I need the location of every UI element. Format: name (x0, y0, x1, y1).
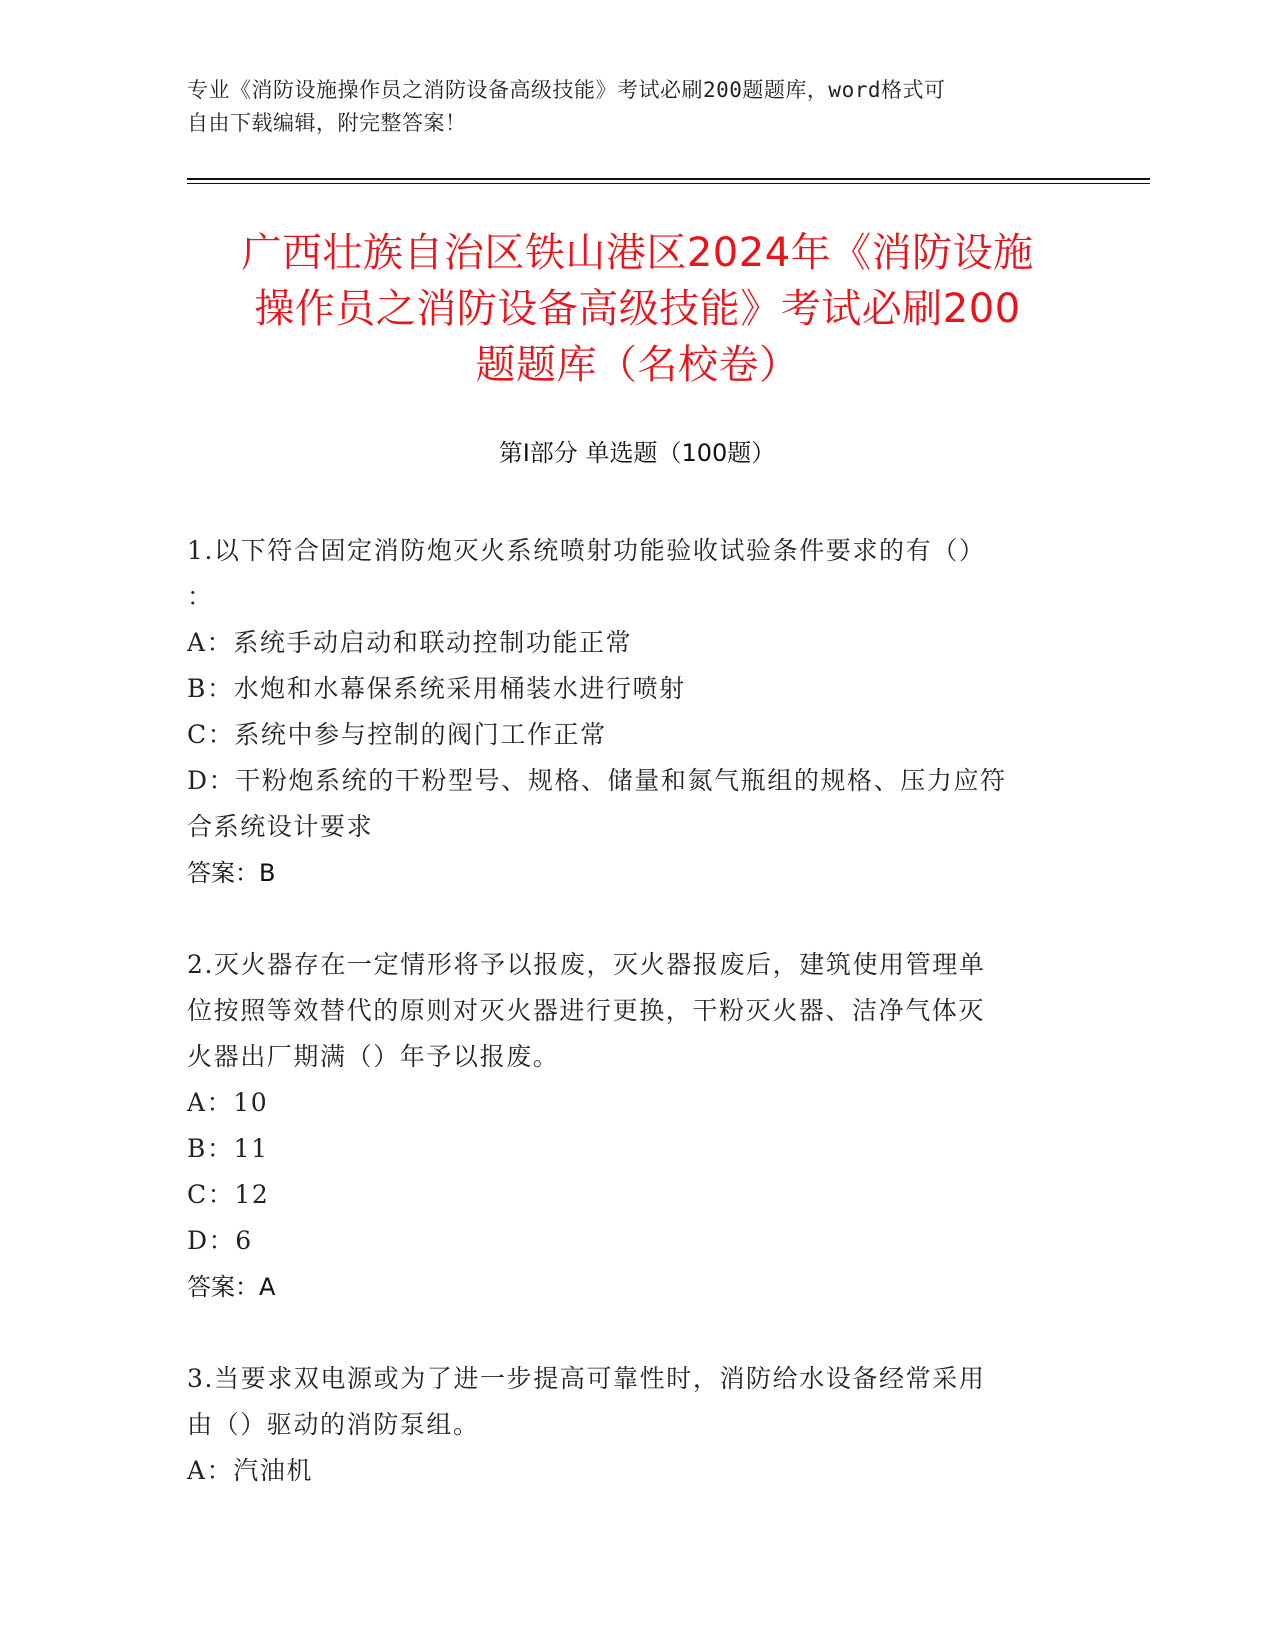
question-stem-line: 3.当要求双电源或为了进一步提高可靠性时，消防给水设备经常采用 (187, 1364, 986, 1393)
option-b: B：水炮和水幕保系统采用桶装水进行喷射 (187, 674, 686, 703)
question-1 (187, 528, 1077, 896)
option-a: A：系统手动启动和联动控制功能正常 (187, 628, 633, 657)
document-title-line-3: 题题库（名校卷） (475, 342, 800, 388)
option-d-continued: 合系统设计要求 (187, 812, 374, 841)
document-title-line-2: 操作员之消防设备高级技能》考试必刷200 (254, 286, 1021, 332)
option-c: C：12 (187, 1180, 270, 1209)
option-d: D：6 (187, 1226, 253, 1255)
header-note-line-1: 专业《消防设施操作员之消防设备高级技能》考试必刷200题题库，word格式可 (187, 78, 946, 102)
question-list (187, 528, 1077, 1540)
option-b: B：11 (187, 1134, 269, 1163)
header-rule-thin (187, 183, 1150, 184)
answer-text: 答案：A (187, 1273, 276, 1301)
header-note-line-2: 自由下载编辑，附完整答案！ (187, 111, 467, 135)
option-a: A：汽油机 (187, 1456, 314, 1485)
document-title-line-1: 广西壮族自治区铁山港区2024年《消防设施 (241, 230, 1034, 276)
question-stem-line: 2.灭火器存在一定情形将予以报废，灭火器报废后，建筑使用管理单 (187, 950, 986, 979)
section-heading: 第Ⅰ部分 单选题（100题） (498, 439, 776, 467)
option-c: C：系统中参与控制的阀门工作正常 (187, 720, 607, 749)
option-a: A：10 (187, 1088, 269, 1117)
question-stem-line: 1.以下符合固定消防炮灭火系统喷射功能验收试验条件要求的有（） (187, 536, 986, 565)
question-stem-line: 火器出厂期满（）年予以报废。 (187, 1042, 560, 1071)
question-2 (187, 942, 1077, 1310)
question-stem-line: 位按照等效替代的原则对灭火器进行更换，干粉灭火器、洁净气体灭 (187, 996, 986, 1025)
question-3 (187, 1356, 1077, 1494)
header-rule-thick (187, 178, 1150, 180)
header-note (187, 74, 1077, 140)
question-stem-line: ： (187, 582, 214, 611)
option-d: D：干粉炮系统的干粉型号、规格、储量和氮气瓶组的规格、压力应符 (187, 766, 1007, 795)
answer-text: 答案：B (187, 859, 276, 887)
document-title (170, 225, 1105, 393)
question-stem-line: 由（）驱动的消防泵组。 (187, 1410, 480, 1439)
